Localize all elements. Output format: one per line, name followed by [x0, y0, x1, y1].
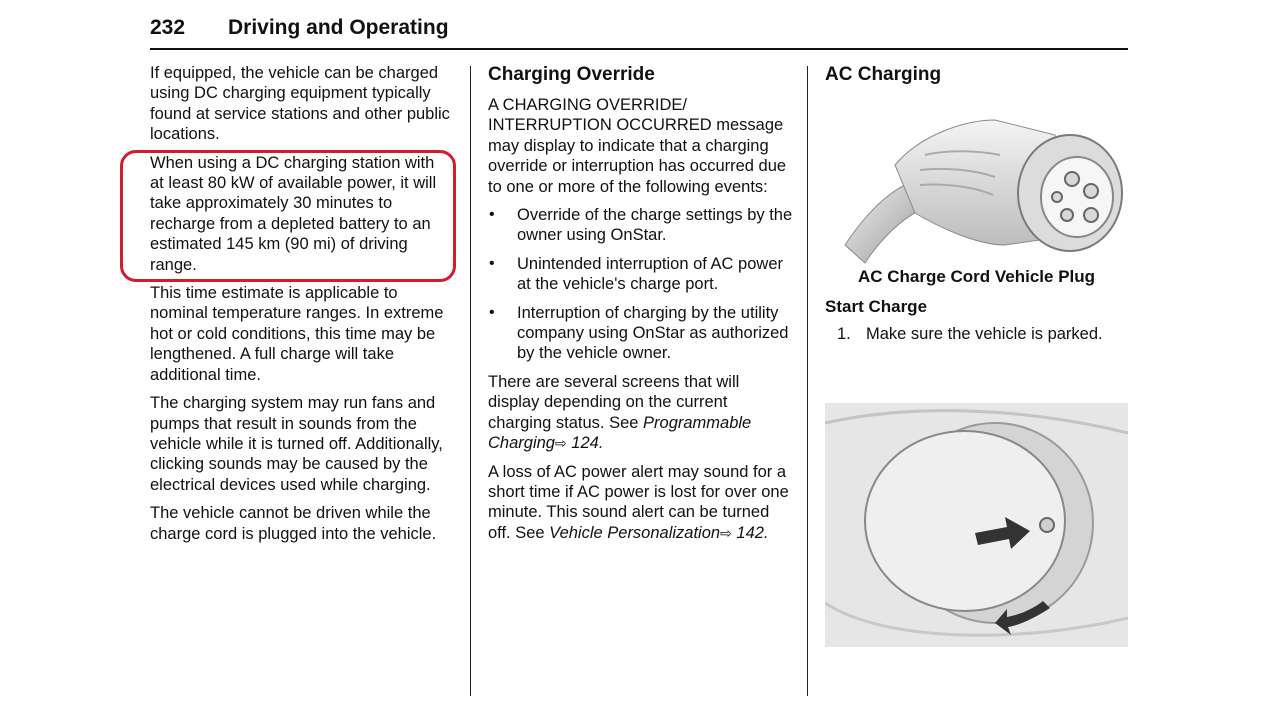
page-ref-arrow-icon: ⇨ — [720, 524, 732, 541]
paragraph-fan-sounds: The charging system may run fans and pumps that result in sounds from the vehicle while it is turned off. Additionally, clicking sounds may be caused by the electrical devices used while charging. — [150, 394, 443, 494]
list-item: 1. Make sure the vehicle is parked. — [837, 324, 1103, 343]
subheading-start-charge: Start Charge — [825, 297, 928, 317]
override-events-list — [488, 205, 793, 364]
link-vehicle-personalization[interactable]: Vehicle Personalization — [549, 523, 721, 542]
red-highlight-outline — [120, 150, 456, 282]
paragraph-dc-equipment: If equipped, the vehicle can be charged using DC charging equipment typically found at service stations and other public locations. — [150, 64, 450, 144]
figure-caption: AC Charge Cord Vehicle Plug — [857, 267, 1096, 286]
paragraph-dc-charge-time: When using a DC charging station with at least 80 kW of available power, it will take approximately 30 minutes to recharge from a depleted battery to an estimated 145 km (90 mi) of driving range. — [150, 153, 437, 274]
start-charge-steps — [825, 324, 1128, 344]
paragraph-override-message: A CHARGING OVERRIDE/ INTERRUPTION OCCURRED message may display to indicate that a charging override or interruption has occurred due to one or more of the following events: — [488, 96, 787, 196]
paragraph-cannot-drive: The vehicle cannot be driven while the charge cord is plugged into the vehicle. — [150, 504, 437, 543]
paragraph-ac-power-alert: A loss of AC power alert may sound for a short time if AC power is lost for over one minute. This sound alert can be turned off. See Vehicle Personalization⇨ 142. — [488, 462, 789, 542]
list-item: • Interruption of charging by the utility company using OnStar as authorized by the vehicle owner. — [489, 303, 789, 363]
link-programmable-charging[interactable]: Programmable Charging — [488, 413, 752, 453]
section-title: Driving and Operating — [228, 16, 449, 39]
paragraph-screens: There are several screens that will display depending on the current charging status. See Programmable Charging⇨ 124. — [488, 372, 752, 453]
page-header — [150, 14, 1128, 50]
column-left — [150, 63, 450, 552]
page-ref-arrow-icon: ⇨ — [554, 435, 567, 452]
heading-ac-charging: AC Charging — [825, 64, 942, 85]
list-item: • Unintended interruption of AC power at the vehicle's charge port. — [489, 254, 783, 294]
page-number: 232 — [150, 16, 186, 39]
charge-port-door-illustration — [825, 403, 1128, 647]
column-divider — [470, 66, 471, 696]
column-divider — [807, 66, 808, 696]
list-item: • Override of the charge settings by the owner using OnStar. — [489, 206, 793, 245]
column-middle — [488, 63, 793, 551]
ac-charge-plug-illustration — [825, 95, 1128, 265]
heading-charging-override: Charging Override — [488, 64, 655, 85]
bullet-icon: • — [489, 206, 495, 224]
bullet-icon: • — [489, 254, 495, 272]
paragraph-time-estimate: This time estimate is applicable to nominal temperature ranges. In extreme hot or cold conditions, this time may be lengthened. A full charge will take additional time. — [150, 284, 444, 384]
column-right — [825, 63, 1128, 354]
bullet-icon: • — [489, 303, 495, 321]
